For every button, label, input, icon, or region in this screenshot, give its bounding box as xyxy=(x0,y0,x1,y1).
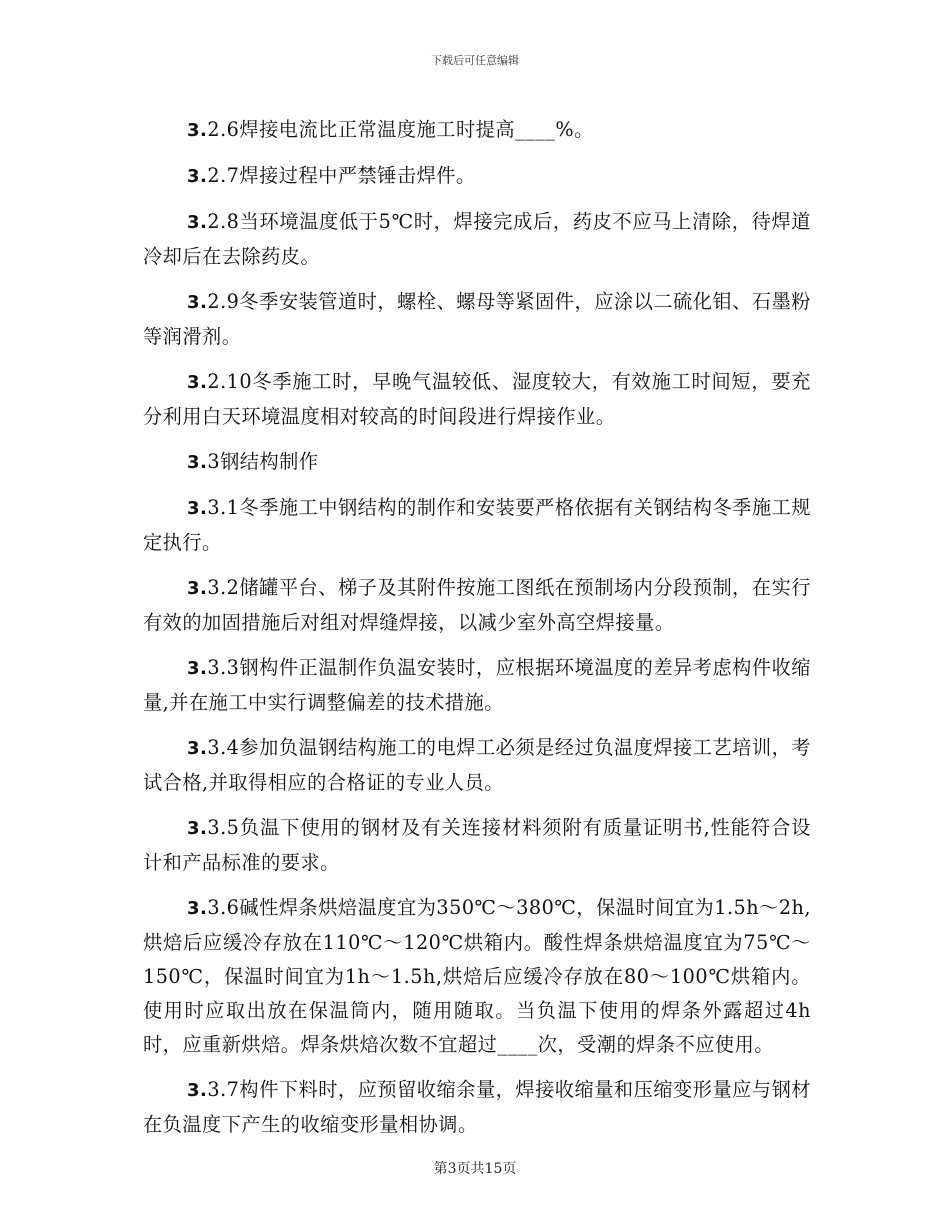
clause-text: 3.4参加负温钢结构施工的电焊工必须是经过负温度焊接工艺培训，考试合格,并取得相应的合格证的专业人员。 xyxy=(143,736,811,794)
clause-number: 3. xyxy=(187,738,208,759)
clause-text: 2.10冬季施工时，早晚气温较低、湿度较大，有效施工时间短，要充分利用白天环境温度相对较高的时间段进行焊接作业。 xyxy=(143,370,811,428)
clause-text: 2.6焊接电流比正常温度施工时提高____%。 xyxy=(207,118,594,141)
clause-3-2-7 xyxy=(143,159,811,194)
page-footer: 第3页共15页 xyxy=(433,1161,517,1177)
section-heading-3-3 xyxy=(143,445,811,480)
clause-3-3-4 xyxy=(143,731,811,800)
clause-number: 3. xyxy=(187,898,208,919)
clause-number: 3. xyxy=(187,818,208,839)
clause-text: 2.9冬季安装管道时，螺栓、螺母等紧固件，应涂以二硫化钼、石墨粉等润滑剂。 xyxy=(143,290,811,348)
clause-3-3-5 xyxy=(143,811,811,880)
clause-3-3-7 xyxy=(143,1073,811,1142)
clause-number: 3. xyxy=(187,372,208,393)
clause-number: 3. xyxy=(187,658,208,679)
clause-text: 3.6碱性焊条烘焙温度宜为350℃～380℃，保温时间宜为1.5h～2h,烘焙后应缓冷存放在110℃～120℃烘箱内。酸性焊条烘焙温度宜为75℃～150℃，保温时间宜为1h～1.5h,烘焙后应缓冷存放在80～100℃烘箱内。使用时应取出放在保温筒内，随用随取。当负温下使用的焊条外露超过4h时，应重新烘焙。焊条烘焙次数不宜超过____次，受潮的焊条不应使用。 xyxy=(143,896,811,1056)
page-header: 下载后可任意编辑 xyxy=(431,54,519,67)
clause-number: 3. xyxy=(187,166,208,187)
clause-number: 3. xyxy=(187,212,208,233)
clause-3-3-6 xyxy=(143,891,811,1062)
clause-3-2-8 xyxy=(143,205,811,274)
clause-number: 3. xyxy=(187,498,208,519)
document-body xyxy=(143,113,811,1153)
clause-text: 3.2储罐平台、梯子及其附件按施工图纸在预制场内分段预制，在实行有效的加固措施后对组对焊缝焊接，以减少室外高空焊接量。 xyxy=(143,576,811,634)
clause-text: 3.1冬季施工中钢结构的制作和安装要严格依据有关钢结构冬季施工规定执行。 xyxy=(143,496,811,554)
clause-text: 2.8当环境温度低于5℃时，焊接完成后，药皮不应马上清除，待焊道冷却后在去除药皮。 xyxy=(143,210,811,268)
clause-number: 3. xyxy=(187,578,208,599)
clause-text: 2.7焊接过程中严禁锤击焊件。 xyxy=(207,164,476,187)
clause-text: 3.7构件下料时，应预留收缩余量，焊接收缩量和压缩变形量应与钢材在负温度下产生的收缩变形量相协调。 xyxy=(143,1078,811,1136)
clause-3-3-3 xyxy=(143,651,811,720)
clause-text: 3.5负温下使用的钢材及有关连接材料须附有质量证明书,性能符合设计和产品标准的要求。 xyxy=(143,816,811,874)
clause-number: 3. xyxy=(187,292,208,313)
clause-number: 3. xyxy=(187,452,208,473)
clause-3-3-2 xyxy=(143,571,811,640)
clause-3-2-6 xyxy=(143,113,811,148)
clause-number: 3. xyxy=(187,1080,208,1101)
clause-3-3-1 xyxy=(143,491,811,560)
clause-3-2-9 xyxy=(143,285,811,354)
clause-number: 3. xyxy=(187,120,208,141)
clause-3-2-10 xyxy=(143,365,811,434)
clause-text: 3钢结构制作 xyxy=(207,450,319,473)
clause-text: 3.3钢构件正温制作负温安装时，应根据环境温度的差异考虑构件收缩量,并在施工中实行调整偏差的技术措施。 xyxy=(143,656,811,714)
